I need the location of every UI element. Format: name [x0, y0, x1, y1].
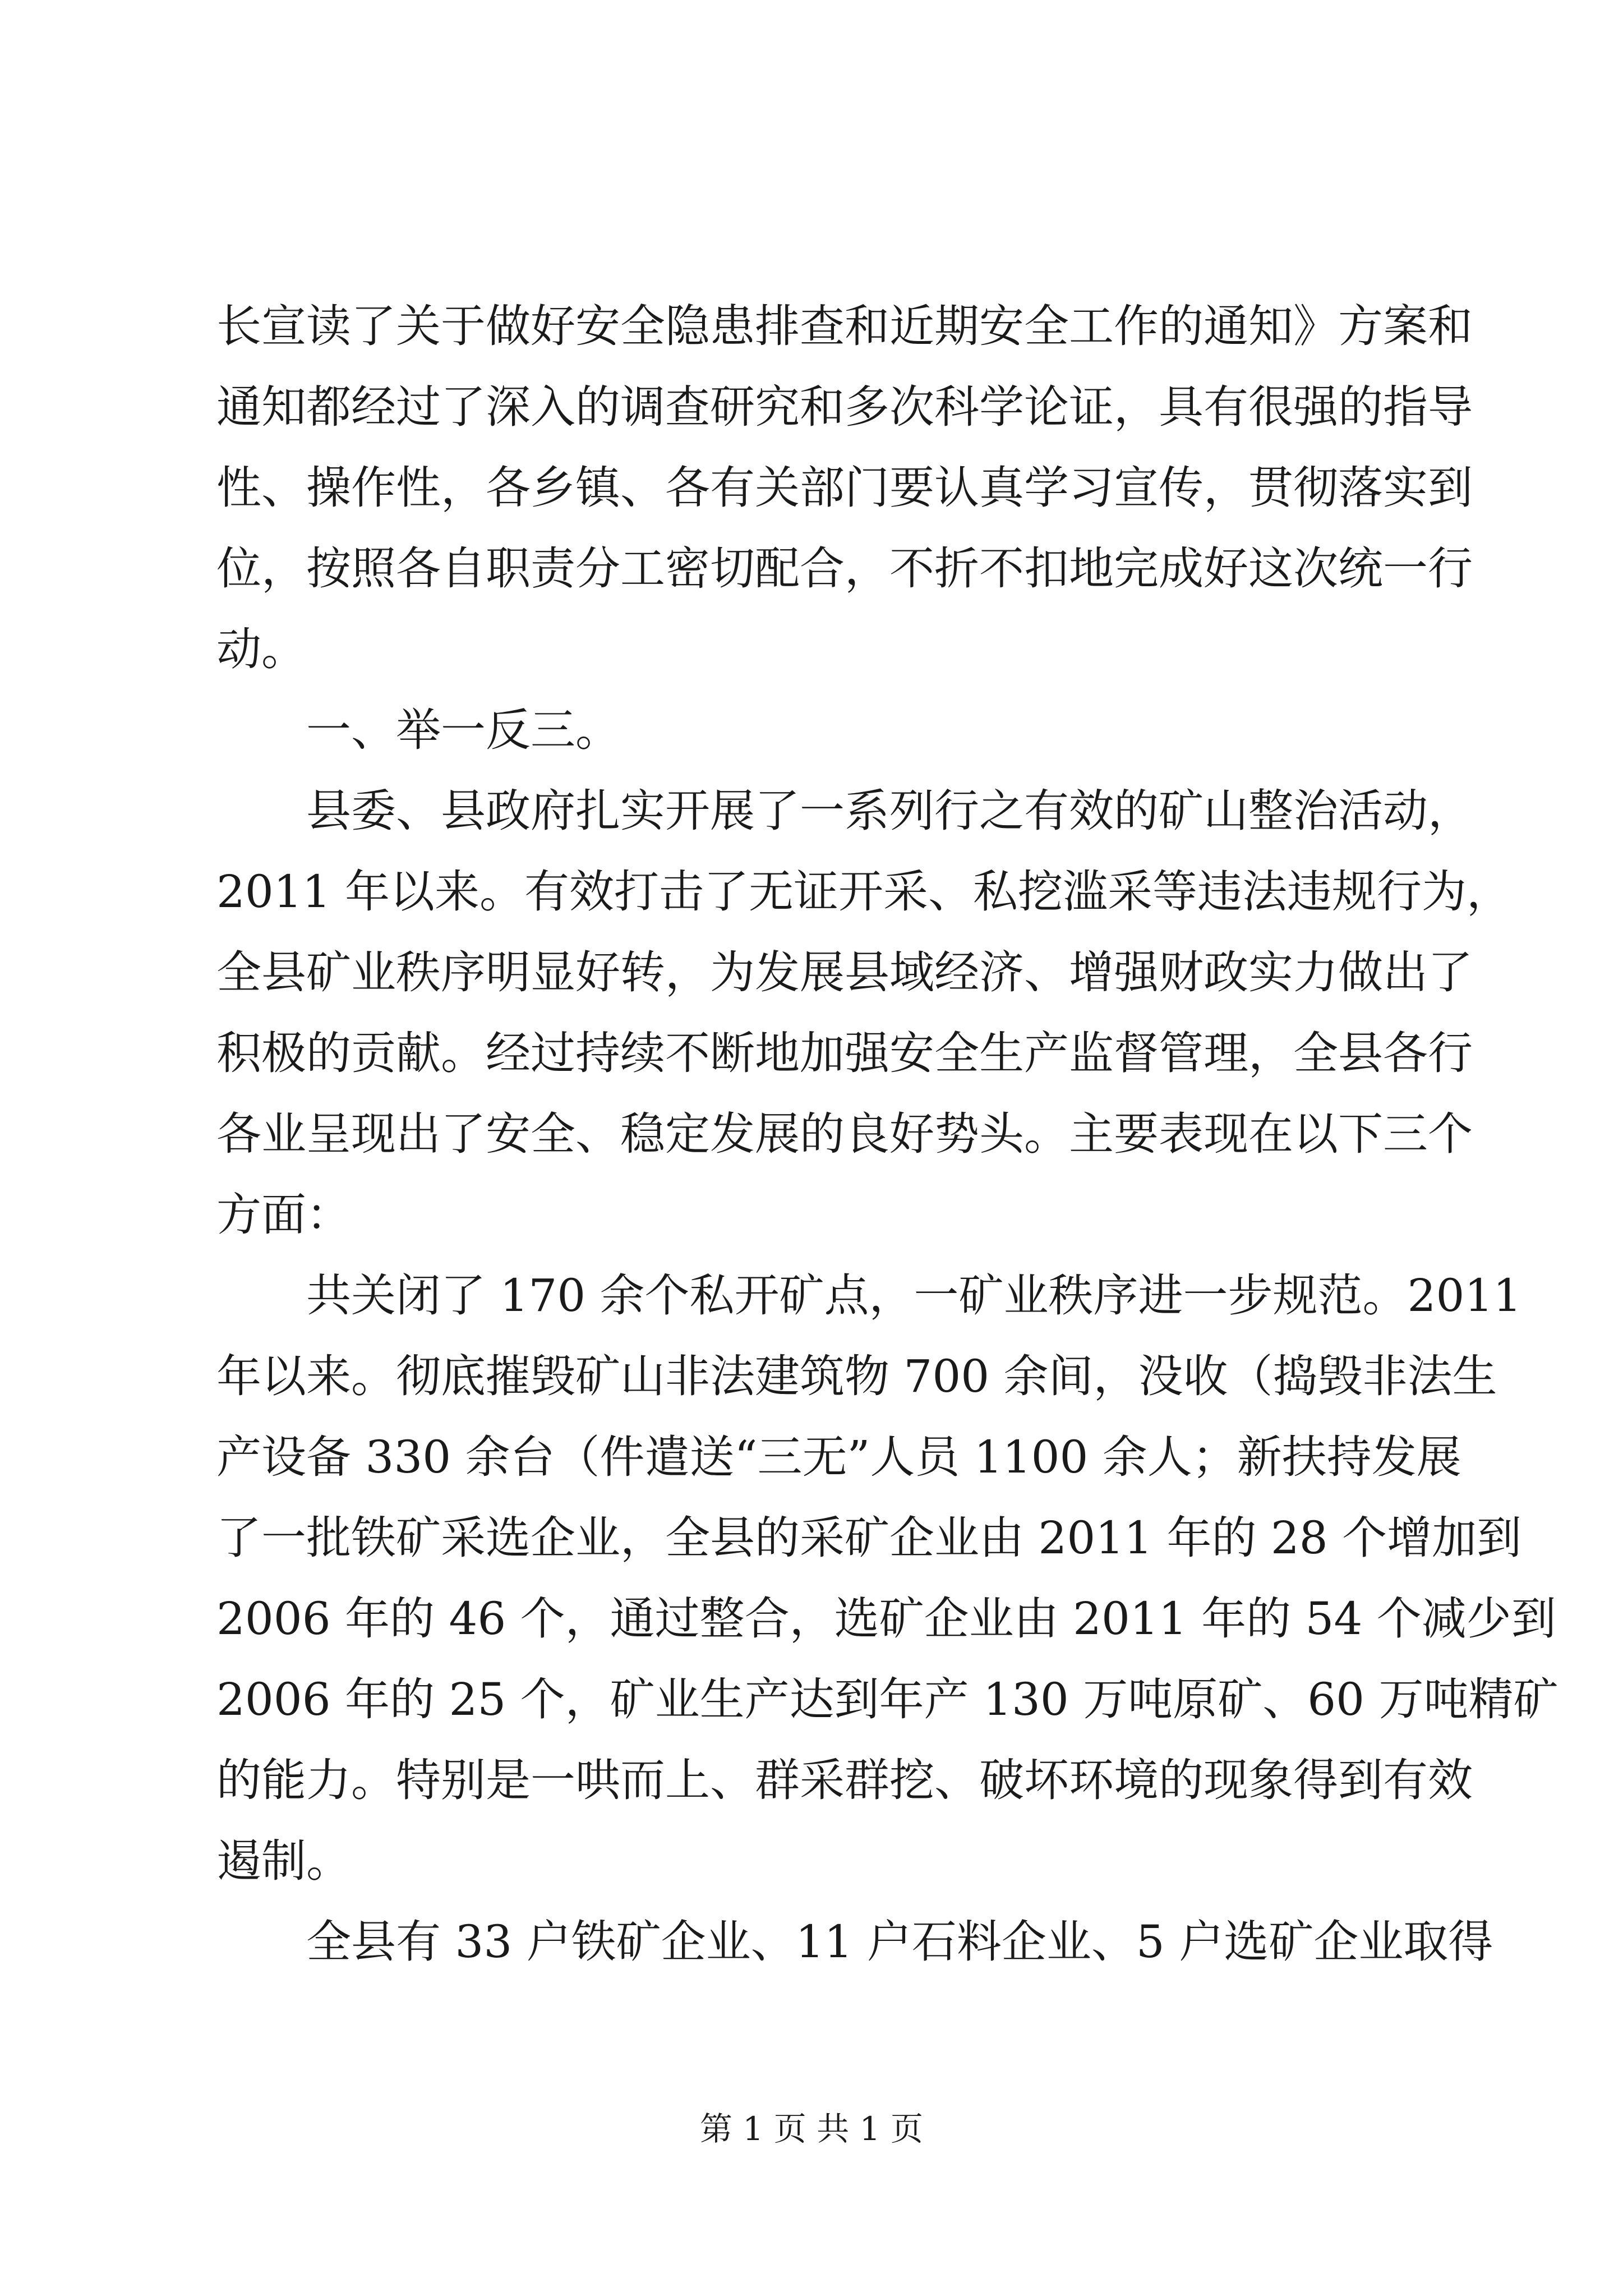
paragraph-3-line-6: 方面：	[216, 1189, 351, 1241]
paragraph-4-line-2: 年以来。彻底摧毁矿山非法建筑物 700 余间，没收（捣毁非法生	[216, 1350, 1497, 1402]
paragraph-4-line-4: 了一批铁矿采选企业，全县的采矿企业由 2011 年的 28 个增加到	[216, 1512, 1522, 1564]
paragraph-1-line-5: 动。	[216, 623, 306, 675]
paragraph-1-line-4: 位，按照各自职责分工密切配合，不折不扣地完成好这次统一行	[216, 542, 1473, 595]
paragraph-1-line-3: 性、操作性，各乡镇、各有关部门要认真学习宣传，贯彻落实到	[216, 462, 1473, 514]
paragraph-5-line-1: 全县有 33 户铁矿企业、11 户石料企业、5 户选矿企业取得	[306, 1916, 1493, 1968]
paragraph-3-line-2: 2011 年以来。有效打击了无证开采、私挖滥采等违法违规行为，	[216, 866, 1512, 918]
paragraph-4-line-6: 2006 年的 25 个，矿业生产达到年产 130 万吨原矿、60 万吨精矿	[216, 1673, 1559, 1726]
paragraph-3-line-4: 积极的贡献。经过持续不断地加强安全生产监督管理，全县各行	[216, 1027, 1473, 1079]
document-body	[216, 286, 1559, 1982]
page-number-label: 第 1 页 共 1 页	[700, 2110, 923, 2148]
paragraph-4-line-8: 遏制。	[216, 1835, 351, 1887]
paragraph-4-line-7: 的能力。特别是一哄而上、群采群挖、破坏环境的现象得到有效	[216, 1754, 1473, 1806]
paragraph-3-line-1: 县委、县政府扎实开展了一系列行之有效的矿山整治活动，	[306, 785, 1473, 837]
paragraph-1-line-1: 长宣读了关于做好安全隐患排查和近期安全工作的通知》方案和	[216, 300, 1473, 352]
page-footer	[0, 2109, 1623, 2148]
paragraph-4-line-3: 产设备 330 余台（件遣送“三无”人员 1100 余人；新扶持发展	[216, 1431, 1461, 1483]
paragraph-1-line-2: 通知都经过了深入的调查研究和多次科学论证，具有很强的指导	[216, 381, 1473, 433]
paragraph-3-line-5: 各业呈现出了安全、稳定发展的良好势头。主要表现在以下三个	[216, 1108, 1473, 1160]
paragraph-3-line-3: 全县矿业秩序明显好转，为发展县域经济、增强财政实力做出了	[216, 946, 1473, 999]
paragraph-4-line-5: 2006 年的 46 个，通过整合，选矿企业由 2011 年的 54 个减少到	[216, 1593, 1556, 1645]
paragraph-4-line-1: 共关闭了 170 余个私开矿点，一矿业秩序进一步规范。2011	[306, 1269, 1522, 1322]
section-heading: 一、举一反三。	[306, 704, 620, 756]
